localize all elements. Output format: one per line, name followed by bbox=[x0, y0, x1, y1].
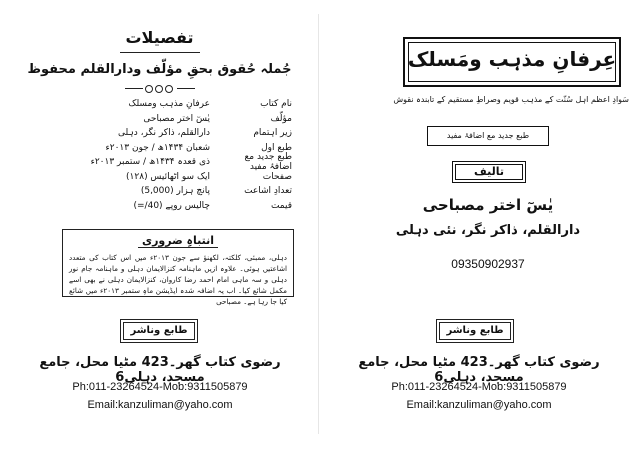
details-row bbox=[60, 152, 292, 173]
details-row bbox=[60, 97, 292, 112]
publisher-address: رضوی کتاب گھر۔423 مٹیا محل، جامع مسجد، دہلی6 bbox=[358, 355, 600, 385]
heading-underline bbox=[120, 52, 200, 53]
contact-number: 09350902937 bbox=[451, 257, 525, 271]
publisher-label: طابع وناشر bbox=[123, 322, 195, 340]
details-label: طبع جدید مع اضافۂ مفید bbox=[244, 152, 292, 173]
important-notice-box bbox=[62, 229, 294, 306]
details-table bbox=[60, 97, 292, 213]
author-name: یٰسٓ اختر مصباحی bbox=[422, 196, 554, 214]
publisher-label: طابع وناشر bbox=[439, 322, 511, 340]
publisher-address: رضوی کتاب گھر۔423 مٹیا محل، جامع مسجد، دہلی6 bbox=[39, 355, 281, 385]
details-label: تعدادِ اشاعت bbox=[244, 186, 292, 197]
details-label: قیمت bbox=[270, 200, 292, 211]
details-heading: تفصیلات bbox=[125, 28, 194, 47]
publisher-label-box bbox=[120, 319, 198, 343]
details-row bbox=[60, 126, 292, 141]
notice-title: انتباہِ ضروری bbox=[138, 234, 218, 248]
publisher-phone: Ph:011-23264524-Mob:9311505879 bbox=[72, 381, 248, 393]
details-label: زیر اہتمام bbox=[253, 128, 292, 139]
details-label: صفحات bbox=[262, 171, 292, 182]
details-value: چالیس روپے (40/=) bbox=[133, 200, 210, 211]
ornament-divider-icon bbox=[125, 83, 195, 95]
author-place: دارالقلم، ذاکر نگر، نئی دہلی bbox=[395, 223, 581, 238]
details-row bbox=[60, 170, 292, 185]
compilation-label: تالیف bbox=[455, 164, 523, 180]
details-label: نام کتاب bbox=[260, 99, 292, 110]
details-value: شعبان ۱۴۳۴ھ / جون ۲۰۱۳ء bbox=[105, 142, 210, 153]
notice-body: دہلی، ممبئی، کلکتہ، لکھنؤ سے جون ۲۰۱۳ء میں اس کتاب کی متعدد اشاعتیں ہوئی۔ علاوہ ازیں ماہنامہ کنزالایمان دہلی و ماہنامہ جام نور دہلی و سہ ماہی امام احمد رضا کاروان، کنزالایمان دہلی نے بھی اسے مکمل شائع کیا۔ اب یہ اضافہ شدہ ایڈیشن ماہِ ستمبر ۲۰۱۳ء میں شائع کیا جا رہا ہے۔ مصباحی bbox=[69, 253, 288, 306]
book-title-box bbox=[403, 37, 621, 87]
book-title: عِرفانِ مذہب ومَسلک bbox=[407, 47, 617, 71]
details-row bbox=[60, 199, 292, 214]
details-row bbox=[60, 184, 292, 199]
details-value: عرفانِ مذہب ومسلک bbox=[128, 99, 210, 110]
edition-badge: طبع جدید مع اضافۂ مفید bbox=[427, 126, 549, 146]
details-row bbox=[60, 112, 292, 127]
publisher-email: Email:kanzuliman@yaho.com bbox=[406, 399, 552, 411]
details-label: مؤلّف bbox=[270, 113, 292, 124]
right-page bbox=[319, 0, 638, 451]
details-value: یٰسٓ اختر مصباحی bbox=[143, 113, 210, 124]
book-description: سَوادِ اعظم اہل سُنّت کے مذہب قویم وصراطِ مستقیم کے تابندہ نقوش bbox=[393, 95, 629, 104]
publisher-phone: Ph:011-23264524-Mob:9311505879 bbox=[391, 381, 567, 393]
publisher-email: Email:kanzuliman@yaho.com bbox=[87, 399, 233, 411]
details-value: ایک سو اٹھائیس (۱۲۸) bbox=[126, 171, 210, 182]
publisher-label-box bbox=[436, 319, 514, 343]
details-value: ذی قعدہ ۱۴۳۴ھ / ستمبر ۲۰۱۳ء bbox=[90, 157, 210, 168]
details-label: طبع اول bbox=[261, 142, 292, 153]
details-value: پانچ ہزار (5,000) bbox=[140, 186, 210, 197]
compilation-label-box bbox=[452, 161, 526, 183]
copyright-line: جُملہ حُقوق بحقِ مؤلّف ودارالقلم محفوظ bbox=[27, 62, 292, 77]
details-value: دارالقلم، ذاکر نگر، دہلی bbox=[118, 128, 210, 139]
